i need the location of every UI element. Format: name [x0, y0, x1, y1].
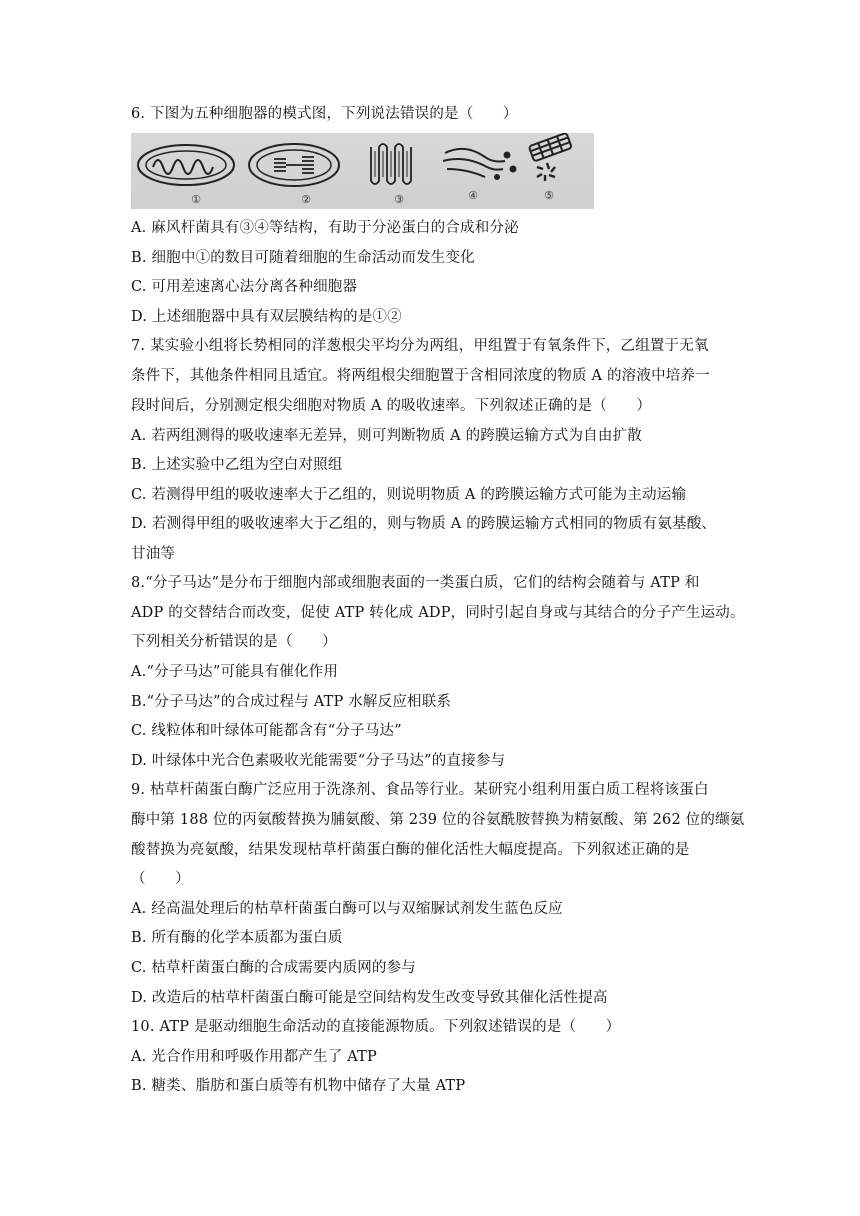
q7-stem-line-1: 7. 某实验小组将长势相同的洋葱根尖平均分为两组，甲组置于有氧条件下，乙组置于无氧	[131, 338, 709, 354]
q9-option-a: A. 经高温处理后的枯草杆菌蛋白酶可以与双缩脲试剂发生蓝色反应	[131, 901, 563, 917]
q7-option-a: A. 若两组测得的吸收速率无差异，则可判断物质 A 的跨膜运输方式为自由扩散	[131, 428, 642, 444]
figure-label-1: ①	[191, 193, 201, 206]
q8-option-b: B.“分子马达”的合成过程与 ATP 水解反应相联系	[131, 694, 452, 710]
q6-stem: 6. 下图为五种细胞器的模式图，下列说法错误的是（ ）	[131, 106, 518, 122]
q8-stem-line-2: ADP 的交替结合而改变，促使 ATP 转化成 ADP，同时引起自身或与其结合的分子产生运动。	[131, 605, 745, 621]
organelle-diagram	[131, 133, 594, 209]
golgi-apparatus-icon	[443, 149, 516, 179]
q6-option-c: C. 可用差速离心法分离各种细胞器	[131, 279, 358, 295]
chloroplast-icon	[249, 144, 339, 186]
q9-stem-line-2: 酶中第 188 位的丙氨酸替换为脯氨酸、第 239 位的谷氨酰胺替换为精氨酸、第 262 位的缬氨	[131, 812, 745, 828]
q8-option-a: A.“分子马达”可能具有催化作用	[131, 664, 339, 680]
q10-option-a: A. 光合作用和呼吸作用都产生了 ATP	[131, 1049, 377, 1065]
q7-option-d: D. 若测得甲组的吸收速率大于乙组的，则与物质 A 的跨膜运输方式相同的物质有氨基酸、	[131, 516, 717, 532]
q9-option-b: B. 所有酶的化学本质都为蛋白质	[131, 930, 343, 946]
q7-stem-line-3: 段时间后，分别测定根尖细胞对物质 A 的吸收速率。下列叙述正确的是（ ）	[131, 398, 652, 414]
figure-label-2: ②	[301, 193, 311, 206]
organelle-figure	[131, 133, 594, 209]
q8-stem-line-1: 8.“分子马达”是分布于细胞内部或细胞表面的一类蛋白质，它们的结构会随着与 ATP 和	[131, 575, 700, 591]
q6-option-a: A. 麻风杆菌具有③④等结构，有助于分泌蛋白的合成和分泌	[131, 220, 519, 236]
figure-label-3: ③	[394, 193, 404, 206]
q10-stem: 10. ATP 是驱动细胞生命活动的直接能源物质。下列叙述错误的是（ ）	[131, 1019, 621, 1035]
q9-option-d: D. 改造后的枯草杆菌蛋白酶可能是空间结构发生改变导致其催化活性提高	[131, 990, 608, 1006]
q7-option-d-cont: 甘油等	[131, 546, 176, 562]
q9-stem-line-1: 9. 枯草杆菌蛋白酶广泛应用于洗涤剂、食品等行业。某研究小组利用蛋白质工程将该蛋白	[131, 782, 709, 798]
endoplasmic-reticulum-icon	[371, 144, 411, 184]
q8-option-c: C. 线粒体和叶绿体可能都含有“分子马达”	[131, 723, 402, 739]
q10-option-b: B. 糖类、脂肪和蛋白质等有机物中储存了大量 ATP	[131, 1078, 466, 1094]
centrosome-icon	[529, 133, 572, 181]
q9-stem-line-4: （ ）	[131, 871, 190, 887]
q7-option-c: C. 若测得甲组的吸收速率大于乙组的，则说明物质 A 的跨膜运输方式可能为主动运输	[131, 487, 687, 503]
figure-label-5: ⑤	[544, 189, 554, 202]
q9-stem-line-3: 酸替换为亮氨酸，结果发现枯草杆菌蛋白酶的催化活性大幅度提高。下列叙述正确的是	[131, 842, 690, 858]
q6-option-d: D. 上述细胞器中具有双层膜结构的是①②	[131, 309, 402, 325]
q7-option-b: B. 上述实验中乙组为空白对照组	[131, 457, 343, 473]
q7-stem-line-2: 条件下，其他条件相同且适宜。将两组根尖细胞置于含相同浓度的物质 A 的溶液中培养一	[131, 368, 710, 384]
figure-label-4: ④	[468, 189, 478, 202]
mitochondrion-icon	[138, 145, 234, 185]
q9-option-c: C. 枯草杆菌蛋白酶的合成需要内质网的参与	[131, 960, 416, 976]
q8-stem-line-3: 下列相关分析错误的是（ ）	[131, 634, 337, 650]
q6-option-b: B. 细胞中①的数目可随着细胞的生命活动而发生变化	[131, 250, 475, 266]
q8-option-d: D. 叶绿体中光合色素吸收光能需要“分子马达”的直接参与	[131, 753, 506, 769]
